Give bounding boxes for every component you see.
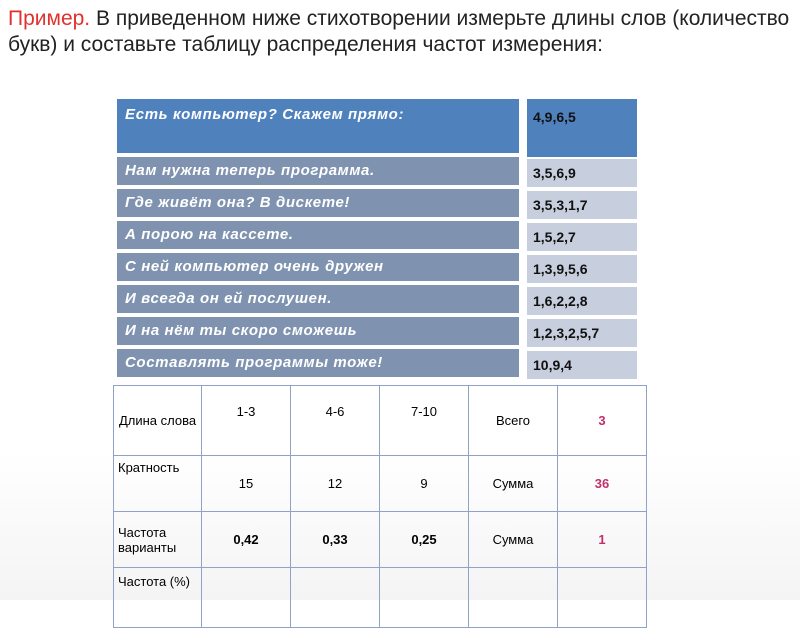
table-cell: 0,25 — [380, 512, 469, 568]
poem-line: Нам нужна теперь программа. — [117, 157, 519, 185]
total-label: Сумма — [469, 512, 558, 568]
title-accent: Пример. — [8, 7, 91, 30]
poem-line: И на нём ты скоро сможешь — [117, 317, 519, 345]
poem-line: А порою на кассете. — [117, 221, 519, 249]
row-label: Частота (%) — [114, 568, 202, 628]
table-cell: 15 — [202, 456, 291, 512]
total-value — [558, 568, 647, 628]
table-cell: 7-10 — [380, 386, 469, 456]
word-length-cell: 1,5,2,7 — [527, 223, 637, 251]
poem-line: Где живёт она? В дискете! — [117, 189, 519, 217]
total-value: 3 — [558, 386, 647, 456]
poem-line: И всегда он ей послушен. — [117, 285, 519, 313]
word-length-cell: 1,3,9,5,6 — [527, 255, 637, 283]
word-length-cell: 3,5,3,1,7 — [527, 191, 637, 219]
word-length-cell: 4,9,6,5 — [527, 99, 637, 157]
word-length-cell: 10,9,4 — [527, 351, 637, 379]
table-cell: 1-3 — [202, 386, 291, 456]
row-label: Кратность — [114, 456, 202, 512]
table-cell: 12 — [291, 456, 380, 512]
total-label: Всего — [469, 386, 558, 456]
table-row — [114, 568, 647, 628]
table-cell — [291, 568, 380, 628]
word-length-cell: 3,5,6,9 — [527, 159, 637, 187]
table-row — [114, 386, 647, 456]
total-value: 36 — [558, 456, 647, 512]
total-label — [469, 568, 558, 628]
word-length-cell: 1,6,2,2,8 — [527, 287, 637, 315]
table-cell: 0,42 — [202, 512, 291, 568]
word-length-cell: 1,2,3,2,5,7 — [527, 319, 637, 347]
frequency-table — [113, 385, 647, 628]
title-text: В приведенном ниже стихотворении измерьте длины слов (количество букв) и составьте таблицу распределения частот измерения: — [8, 7, 790, 56]
total-label: Сумма — [469, 456, 558, 512]
poem-line: Есть компьютер? Скажем прямо: — [117, 99, 519, 153]
row-label: Частота варианты — [114, 512, 202, 568]
table-cell: 4-6 — [291, 386, 380, 456]
poem-line: Составлять программы тоже! — [117, 349, 519, 377]
table-row — [114, 512, 647, 568]
poem-line: С ней компьютер очень дружен — [117, 253, 519, 281]
table-row — [114, 456, 647, 512]
slide-title — [8, 6, 793, 58]
table-cell: 0,33 — [291, 512, 380, 568]
table-cell — [380, 568, 469, 628]
table-cell — [202, 568, 291, 628]
total-value: 1 — [558, 512, 647, 568]
table-cell: 9 — [380, 456, 469, 512]
row-label: Длина слова — [114, 386, 202, 456]
